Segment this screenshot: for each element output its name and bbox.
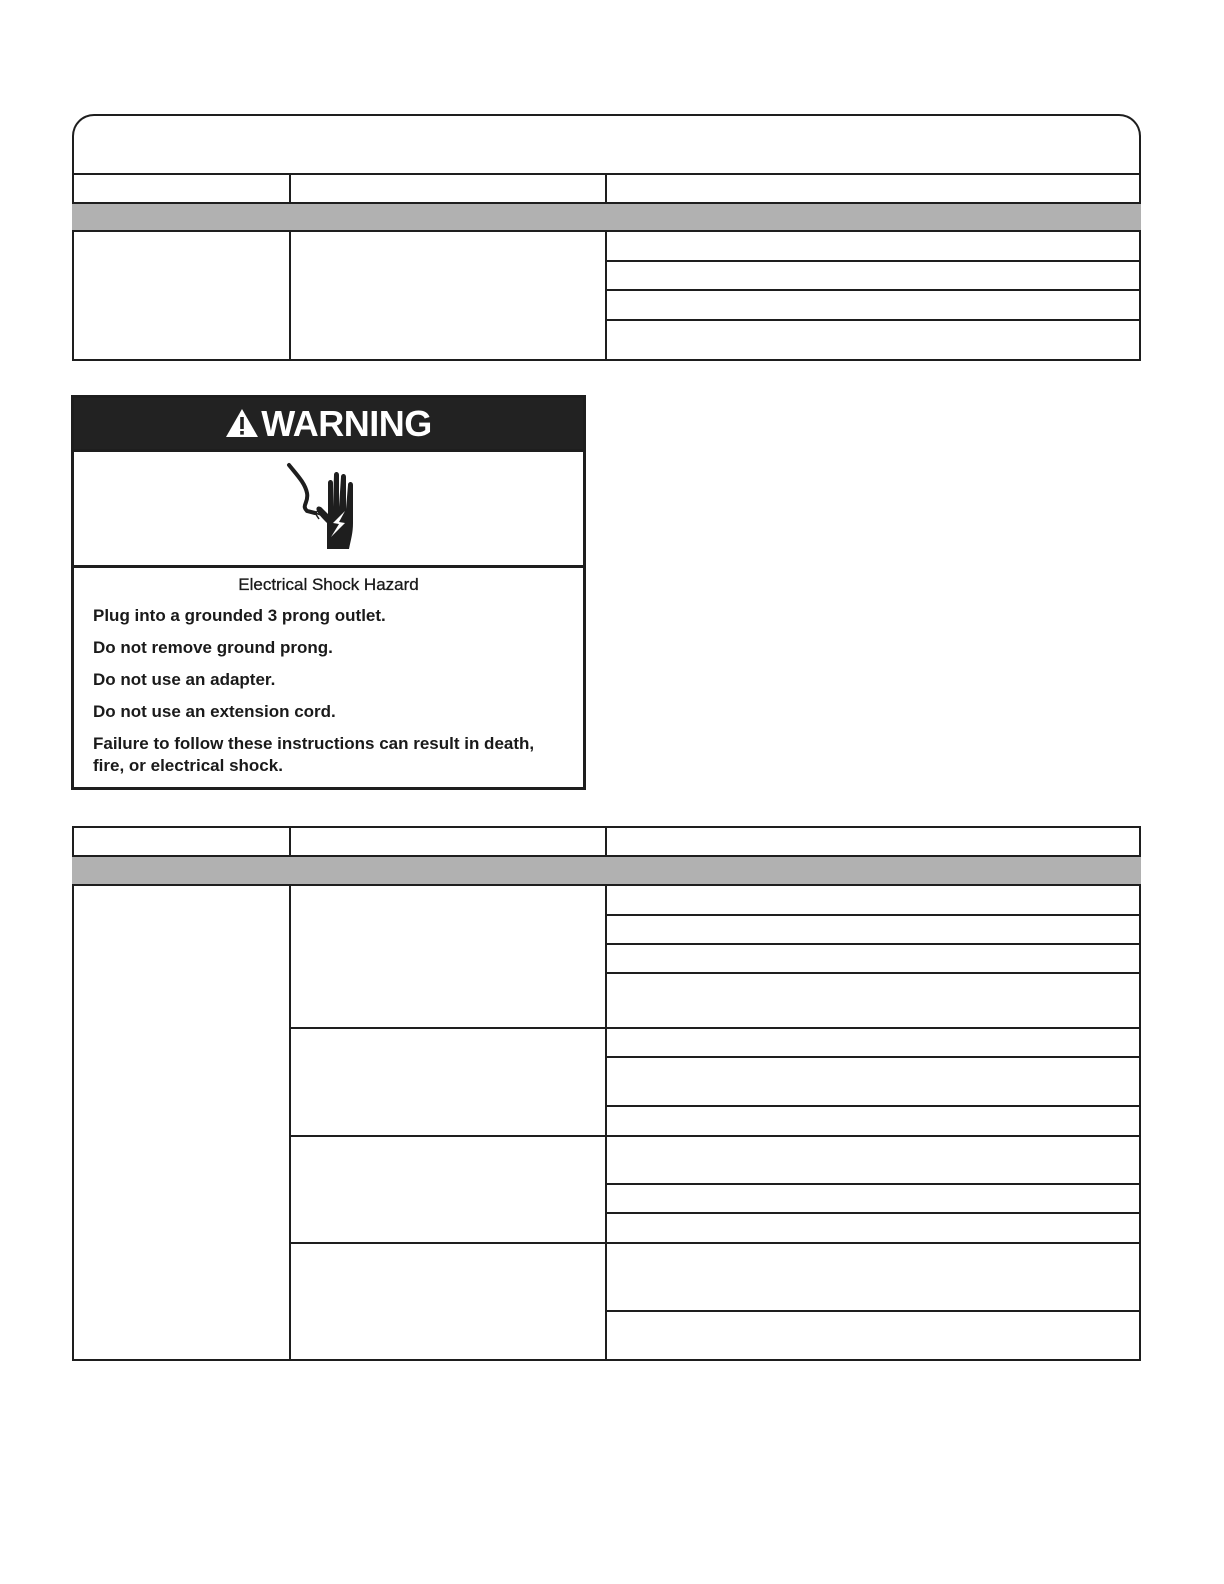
table-2-col-divider-2b [605,885,607,1361]
table-1-title-header [72,114,1141,174]
warning-consequence: Failure to follow these instructions can result in death, fire, or electrical shock. [93,734,535,775]
warning-triangle-icon [225,408,259,438]
table-2-col-divider-1b [289,885,291,1361]
warning-banner [74,398,583,452]
table-2-col-divider-1 [289,826,291,856]
table-1-band-fill [74,204,1139,230]
table-2-row-divider [606,1310,1141,1312]
table-2-section-band [72,855,1141,886]
table-2-row-divider [606,943,1141,945]
electrical-shock-warning-label [71,395,586,790]
table-2-group-divider [290,1242,1141,1244]
table-2-group-divider [290,1135,1141,1137]
table-2-row-divider [606,914,1141,916]
table-2-group-divider [290,1027,1141,1029]
warning-pictogram-area [74,452,583,568]
warning-signal-word: WARNING [261,402,432,444]
table-1-col-divider-2 [605,173,607,203]
table-2-row-divider [606,1105,1141,1107]
hazard-title: Electrical Shock Hazard [238,575,419,594]
electric-shock-hand-icon [279,461,379,557]
table-2-row-divider [606,1056,1141,1058]
table-2-col-divider-2 [605,826,607,856]
warning-instruction: Do not use an adapter. [93,670,276,689]
table-1-col-divider-2b [605,232,607,361]
warning-instruction: Do not use an extension cord. [93,702,336,721]
table-1-row-divider [606,319,1141,321]
table-1-col-divider-1 [289,173,291,361]
table-1-row-divider [606,260,1141,262]
table-2-row-divider [606,1183,1141,1185]
warning-instruction: Plug into a grounded 3 prong outlet. [93,606,386,625]
table-2-row-divider [606,1212,1141,1214]
table-2-row-divider [606,972,1141,974]
warning-instruction: Do not remove ground prong. [93,638,333,657]
warning-text-area [74,568,583,787]
table-1-row-divider [606,289,1141,291]
